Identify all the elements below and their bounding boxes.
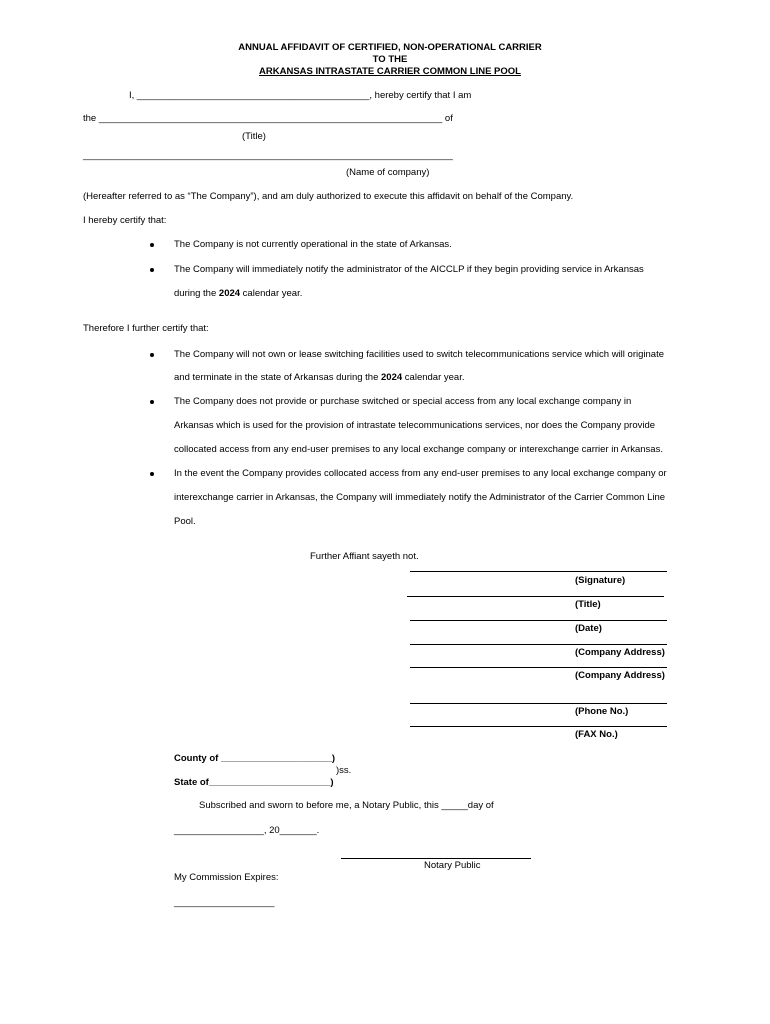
- bullet-icon: [150, 268, 154, 272]
- text-pre: during the: [174, 288, 219, 299]
- company-name-caption: (Name of company): [346, 167, 430, 178]
- the-line: the _________________________________________________________________ of: [83, 113, 453, 124]
- fax-label: (FAX No.): [575, 729, 618, 740]
- notary-date-line: _________________, 20_______.: [174, 825, 320, 836]
- county-field: County of _____________________): [174, 753, 336, 764]
- bullet-icon: [150, 400, 154, 404]
- hereafter-statement: (Hereafter referred to as “The Company”), and am duly authorized to execute this affidavit on behalf of the Company.: [83, 191, 574, 202]
- title-caption: (Title): [242, 131, 266, 142]
- address-1-label: (Company Address): [575, 647, 665, 658]
- phone-label: (Phone No.): [575, 706, 629, 717]
- commission-expires-label: My Commission Expires:: [174, 872, 279, 883]
- fax-line[interactable]: [410, 726, 667, 727]
- text-pre: and terminate in the state of Arkansas during the: [174, 372, 382, 383]
- address-2-line[interactable]: [410, 667, 667, 668]
- title-line-2: TO THE: [372, 54, 408, 65]
- signature-label: (Signature): [575, 575, 626, 586]
- commission-expires-line: ___________________: [174, 897, 275, 908]
- bullet-not-operational: The Company is not currently operational in the state of Arkansas.: [174, 239, 452, 250]
- text-post: calendar year.: [240, 288, 303, 299]
- bullet-event-line-3: Pool.: [174, 516, 196, 527]
- year: 2024: [218, 288, 241, 299]
- state-field: State of_______________________): [174, 777, 334, 788]
- date-label: (Date): [575, 623, 602, 634]
- subscribed-statement: Subscribed and sworn to before me, a Notary Public, this _____day of: [199, 800, 494, 811]
- phone-line[interactable]: [410, 703, 667, 704]
- bullet-icon: [150, 243, 154, 247]
- bullet-event-line-1: In the event the Company provides collocated access from any end-user premises to any local exchange company or: [174, 468, 667, 479]
- title-label: (Title): [575, 599, 601, 610]
- title-field-line[interactable]: [407, 596, 664, 597]
- certify-intro: I hereby certify that:: [83, 215, 167, 226]
- signature-line[interactable]: [410, 571, 667, 572]
- bullet-switching-line-1: The Company will not own or lease switching facilities used to switch telecommunications service which will originate: [174, 349, 664, 360]
- address-2-label: (Company Address): [575, 670, 665, 681]
- bullet-icon: [150, 353, 154, 357]
- year: 2024: [381, 372, 403, 383]
- title-line-1: ANNUAL AFFIDAVIT OF CERTIFIED, NON-OPERATIONAL CARRIER: [238, 42, 542, 53]
- certify-line: I, ____________________________________________, hereby certify that I am: [129, 90, 472, 101]
- bullet-notify-line-1: The Company will immediately notify the administrator of the AICCLP if they begin providing service in Arkansas: [174, 264, 644, 275]
- notary-signature-line[interactable]: [341, 858, 531, 859]
- date-field-line[interactable]: [410, 620, 667, 621]
- address-1-line[interactable]: [410, 644, 667, 645]
- text-post: calendar year.: [402, 372, 465, 383]
- bullet-access-line-3: collocated access from any end-user premises to any local exchange company or interexchange carrier in Arkansas.: [174, 444, 663, 455]
- bullet-switching-line-2: [174, 372, 464, 383]
- bullet-access-line-2: Arkansas which is used for the provision of intrastate telecommunications services, nor does the Company provide: [174, 420, 656, 431]
- bullet-notify-line-2: [174, 288, 302, 299]
- title-line-3: ARKANSAS INTRASTATE CARRIER COMMON LINE POOL: [259, 66, 521, 77]
- further-certify-intro: Therefore I further certify that:: [83, 323, 209, 334]
- bullet-access-line-1: The Company does not provide or purchase switched or special access from any local exchange company in: [174, 396, 632, 407]
- further-affiant: Further Affiant sayeth not.: [310, 551, 419, 562]
- notary-public-label: Notary Public: [424, 860, 481, 871]
- bullet-icon: [150, 472, 154, 476]
- company-name-line: ______________________________________________________________________: [83, 150, 453, 161]
- bullet-event-line-2: interexchange carrier in Arkansas, the Company will immediately notify the Administrator of the Carrier Common Line: [174, 492, 666, 503]
- ss-label: )ss.: [336, 765, 352, 776]
